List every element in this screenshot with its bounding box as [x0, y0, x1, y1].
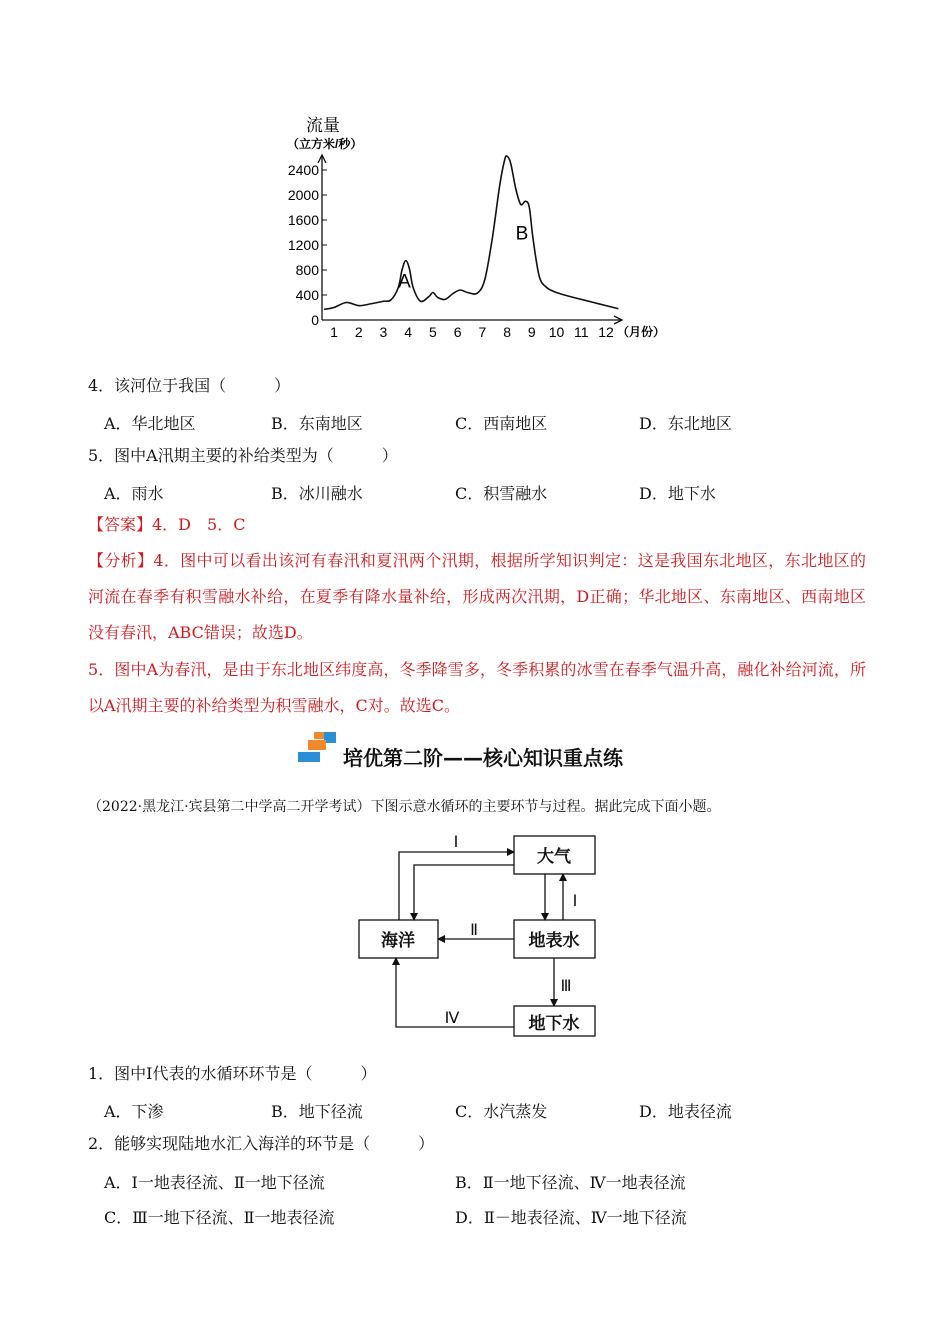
label-process-1-top: Ⅰ	[453, 834, 459, 851]
discharge-line	[324, 156, 618, 310]
q4-option-c[interactable]: C．西南地区	[455, 414, 548, 433]
y-tick-label: 1600	[287, 212, 319, 228]
y-tick-label: 800	[295, 262, 319, 278]
q4-option-a[interactable]: A．华北地区	[104, 414, 196, 433]
label-process-1-right: Ⅰ	[572, 893, 578, 910]
y-axis-unit: （立方米/秒）	[287, 137, 363, 151]
x-tick-label: 8	[503, 324, 511, 340]
annotation-a: A	[398, 271, 411, 293]
annotation-b: B	[515, 223, 529, 245]
section-title: 培优第二阶——核心知识重点练	[343, 746, 623, 770]
y-axis-label: 流量	[306, 116, 340, 135]
source-line: （2022·黑龙江·宾县第二中学高二开学考试）下图示意水循环的主要环节与过程。据此完成下面小题。	[88, 799, 721, 815]
label-process-4: Ⅳ	[444, 1010, 460, 1027]
q2-option-b[interactable]: B．Ⅱ一地下径流、Ⅳ一地表径流	[455, 1173, 686, 1192]
section-title-icon	[298, 732, 338, 766]
discharge-chart	[0, 0, 950, 345]
arrow-evaporation-ocean	[399, 852, 514, 920]
q2-option-d[interactable]: D．Ⅱ－地表径流、Ⅳ一地下径流	[455, 1208, 687, 1227]
x-tick-label: 9	[527, 324, 536, 340]
water-cycle-diagram	[340, 825, 620, 1040]
x-tick-label: 6	[453, 324, 462, 340]
q1-option-a[interactable]: A．下渗	[104, 1102, 164, 1121]
q1-option-b[interactable]: B．地下径流	[271, 1102, 363, 1121]
answer-line: 【答案】4．D 5．C	[88, 515, 246, 534]
question-5: 5．图中A汛期主要的补给类型为（ ）	[88, 446, 398, 465]
q5-option-c[interactable]: C．积雪融水	[455, 484, 548, 503]
q5-option-b[interactable]: B．冰川融水	[271, 484, 363, 503]
x-tick-label: 11	[573, 324, 589, 340]
x-tick-label: 3	[379, 324, 388, 340]
x-tick-label: 4	[404, 324, 413, 340]
y-tick-label: 400	[295, 287, 319, 303]
label-ocean: 海洋	[381, 931, 415, 950]
question-1: 1．图中Ⅰ代表的水循环环节是（ ）	[88, 1064, 377, 1083]
analysis-4: 【分析】4．图中可以看出该河有春汛和夏汛两个汛期，根据所学知识判定：这是我国东北地区，东北地区的河流在春季有积雪融水补给，在夏季有降水量补给，形成两次汛期，D正确；华北地区、东南地区、西南地区没有春汛，ABC错误；故选D。	[88, 551, 866, 642]
label-atmosphere: 大气	[537, 847, 571, 866]
question-4: 4．该河位于我国（ ）	[88, 376, 291, 395]
q5-option-d[interactable]: D．地下水	[639, 484, 716, 503]
x-tick-label: 1	[330, 324, 338, 340]
label-groundwater: 地下水	[528, 1014, 580, 1033]
q1-option-c[interactable]: C．水汽蒸发	[455, 1102, 548, 1121]
q1-option-d[interactable]: D．地表径流	[639, 1102, 732, 1121]
q4-option-d[interactable]: D．东北地区	[639, 414, 732, 433]
x-tick-label: 5	[429, 324, 437, 340]
q4-option-b[interactable]: B．东南地区	[271, 414, 363, 433]
label-process-2: Ⅱ	[470, 922, 478, 939]
y-tick-label: 1200	[287, 237, 319, 253]
y-tick-label: 2400	[287, 162, 319, 178]
y-tick-label: 0	[311, 312, 319, 328]
analysis-5: 5．图中A为春汛，是由于东北地区纬度高，冬季降雪多，冬季积累的冰雪在春季气温升高，融化补给河流，所以A汛期主要的补给类型为积雪融水，C对。故选C。	[88, 660, 866, 715]
x-tick-label: 10	[548, 324, 565, 340]
label-process-3: Ⅲ	[560, 978, 572, 995]
q2-option-a[interactable]: A．Ⅰ一地表径流、Ⅱ一地下径流	[104, 1173, 325, 1192]
arrow-precipitation-ocean	[414, 865, 514, 920]
q5-option-a[interactable]: A．雨水	[104, 484, 164, 503]
y-tick-label: 2000	[287, 187, 319, 203]
x-axis-unit: （月份）	[617, 325, 666, 339]
q2-option-c[interactable]: C．Ⅲ一地下径流、Ⅱ一地表径流	[104, 1208, 335, 1227]
x-tick-label: 12	[598, 324, 614, 340]
x-tick-label: 2	[354, 324, 363, 340]
x-tick-label: 7	[478, 324, 487, 340]
label-surface-water: 地表水	[528, 931, 580, 950]
question-2: 2．能够实现陆地水汇入海洋的环节是（ ）	[88, 1134, 435, 1153]
